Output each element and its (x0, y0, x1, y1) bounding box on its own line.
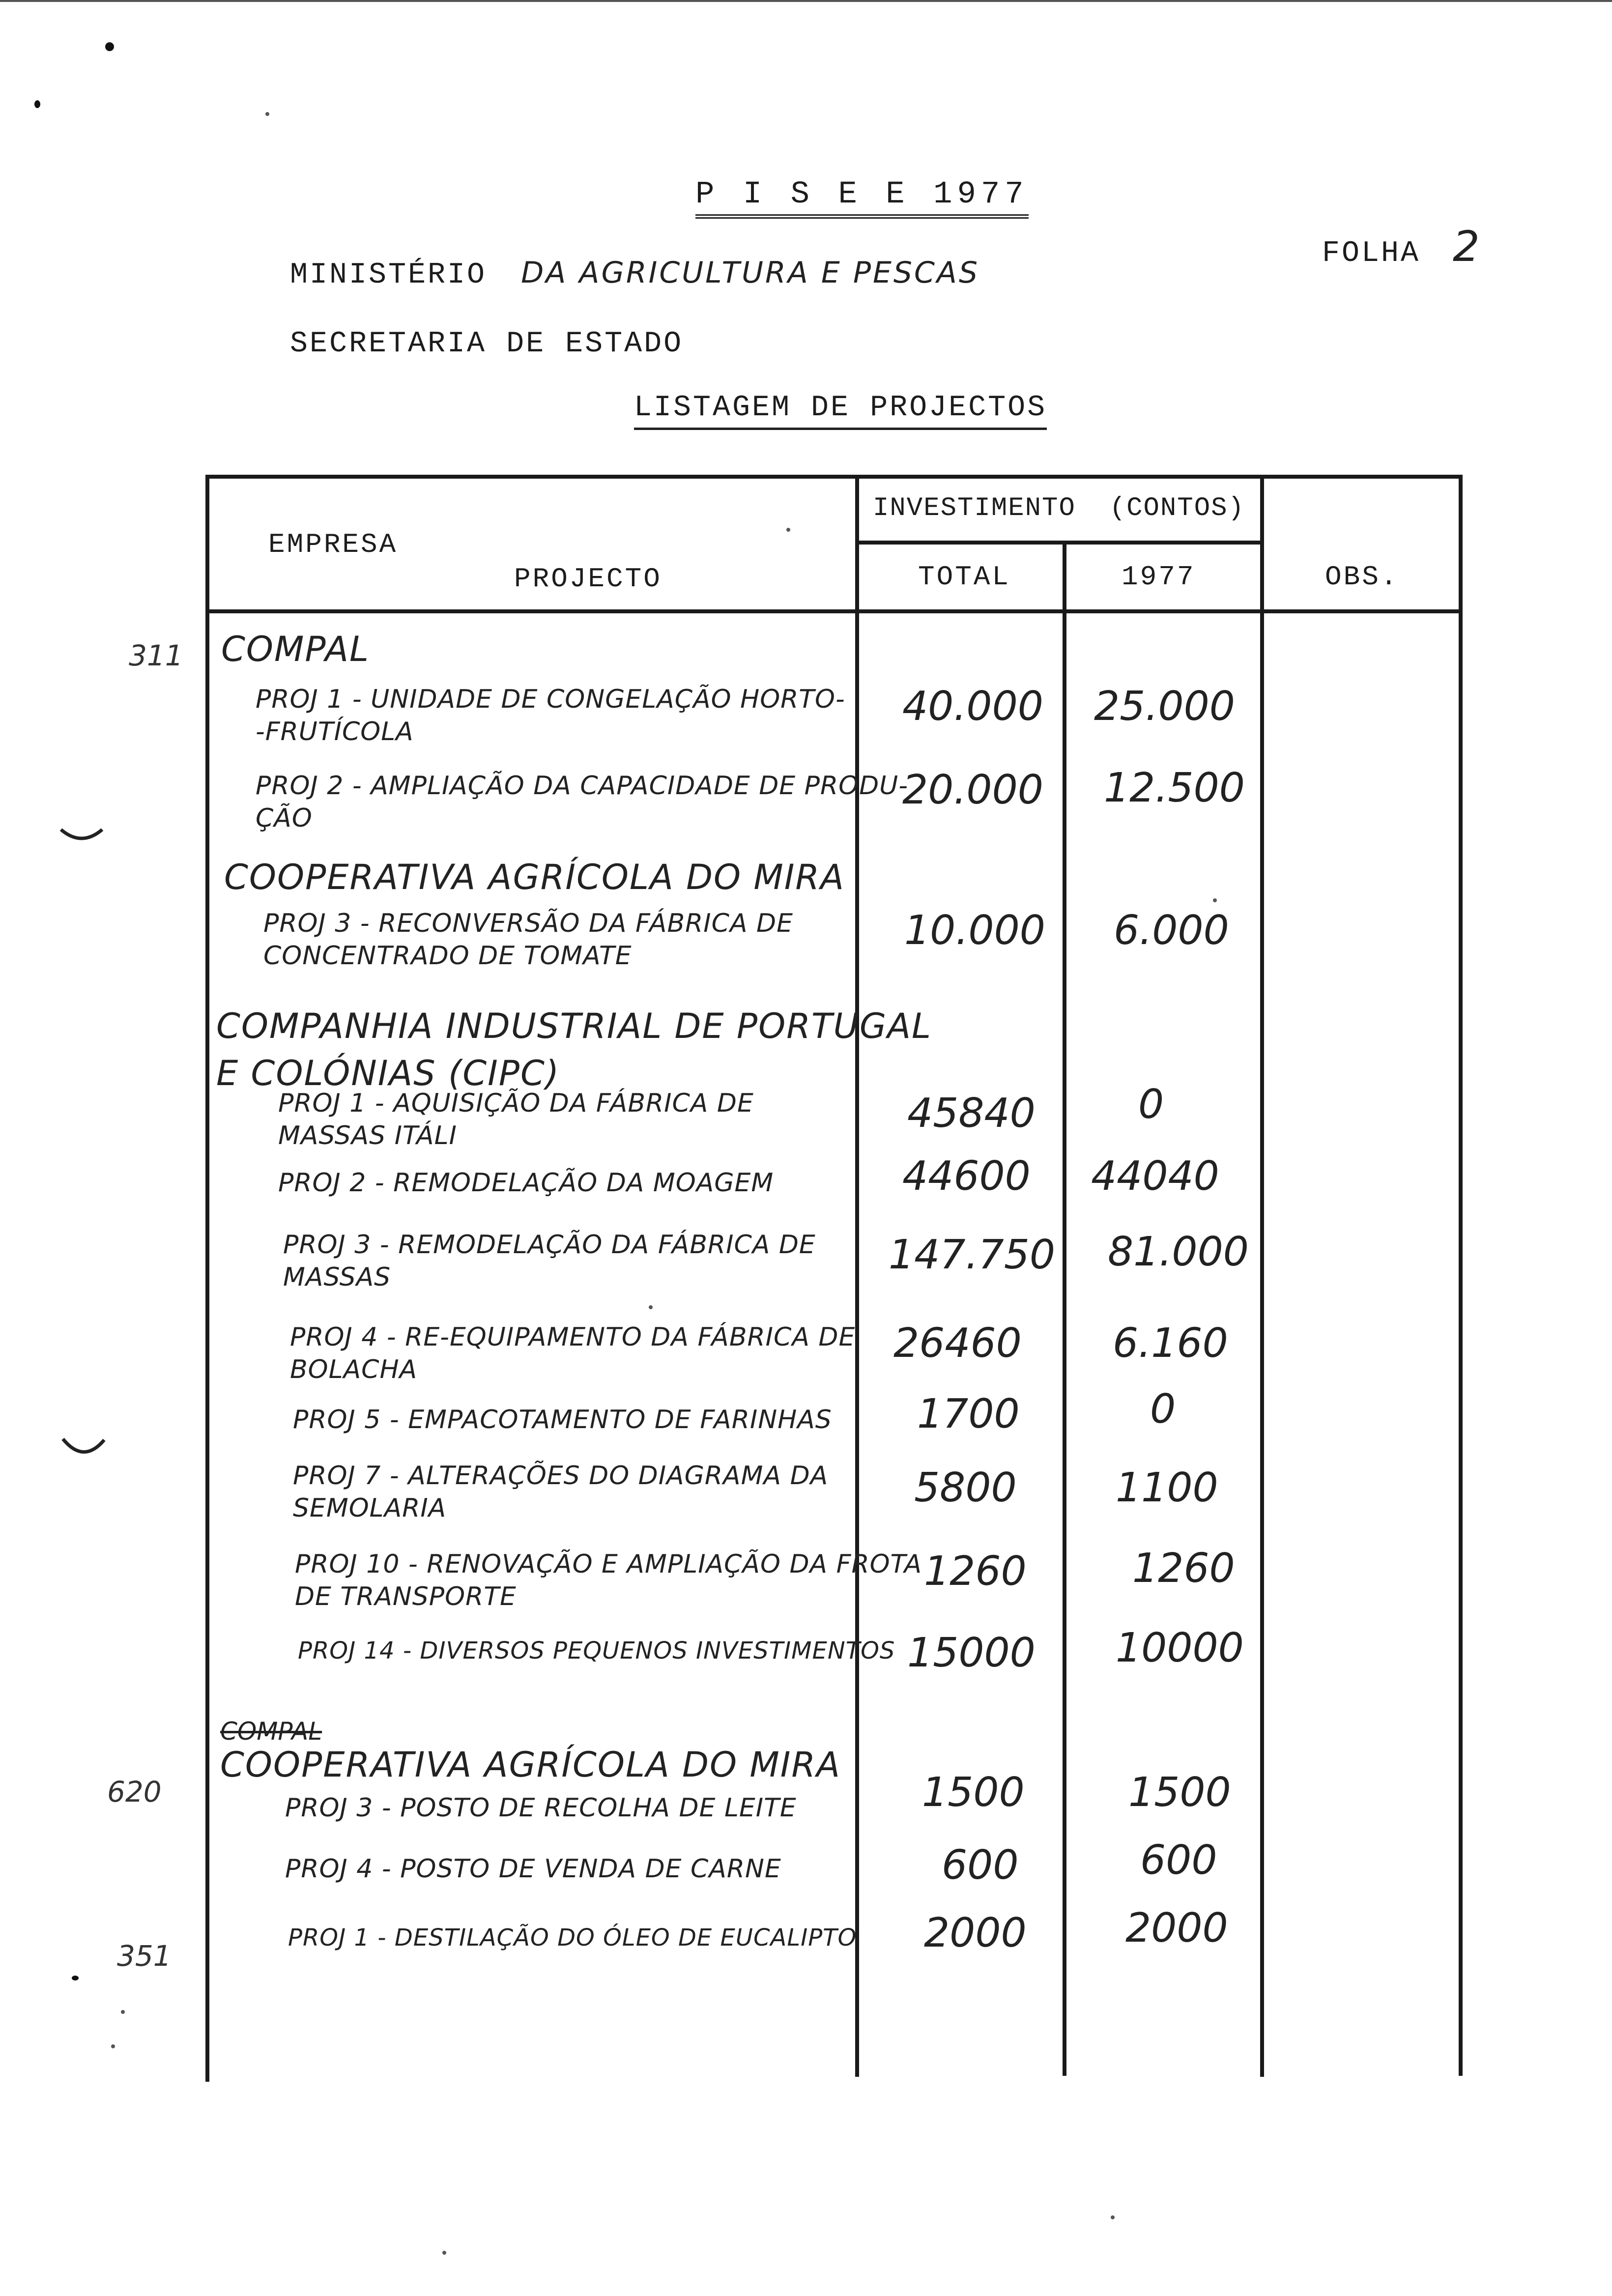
projecto-description: PROJ 14 - DIVERSOS PEQUENOS INVESTIMENTOS (298, 1637, 895, 1665)
empresa-name: COOPERATIVA AGRÍCOLA DO MIRA (220, 1745, 841, 1785)
header-empresa: EMPRESA (268, 529, 398, 560)
y1977-left-border (1063, 541, 1066, 2076)
listagem-heading: LISTAGEM DE PROJECTOS (634, 391, 1047, 430)
y1977-value: 81.000 (1108, 1229, 1249, 1275)
total-value: 10.000 (904, 907, 1045, 954)
speckle (121, 2010, 125, 2014)
table-right-border (1459, 475, 1463, 2076)
y1977-value: 1500 (1128, 1769, 1231, 1816)
speckle (1213, 898, 1217, 902)
folha-text: FOLHA (1322, 237, 1421, 270)
projecto-description: PROJ 1 - AQUISIÇÃO DA FÁBRICA DE MASSAS ITÁLI (278, 1089, 754, 1150)
y1977-value: 25.000 (1094, 683, 1235, 730)
projecto-description: PROJ 1 - DESTILAÇÃO DO ÓLEO DE EUCALIPTO (288, 1924, 857, 1952)
obs-left-border (1260, 475, 1264, 2077)
header-projecto: PROJECTO (514, 563, 662, 595)
ministerio-handwritten: DA AGRICULTURA E PESCAS (521, 256, 980, 290)
projecto-description: PROJ 10 - RENOVAÇÃO E AMPLIAÇÃO DA FROTA DE TRANSPORTE (295, 1550, 922, 1611)
empresa-name: COOPERATIVA AGRÍCOLA DO MIRA (224, 857, 845, 897)
y1977-value: 0 (1150, 1386, 1176, 1433)
total-value: 40.000 (902, 683, 1043, 730)
total-value: 2000 (924, 1910, 1027, 1956)
document-title: P I S E E 1977 (695, 177, 1029, 219)
investimento-divider (855, 541, 1263, 545)
projecto-description: PROJ 7 - ALTERAÇÕES DO DIAGRAMA DA SEMOLARIA (293, 1461, 829, 1523)
secretaria-line: SECRETARIA DE ESTADO (290, 327, 684, 361)
projecto-description: PROJ 5 - EMPACOTAMENTO DE FARINHAS (293, 1405, 832, 1435)
speckle (72, 1976, 79, 1980)
y1977-value: 2000 (1125, 1905, 1228, 1952)
total-value: 1500 (922, 1769, 1025, 1816)
speckle (442, 2251, 446, 2255)
projecto-description: PROJ 4 - RE-EQUIPAMENTO DA FÁBRICA DE BOLACHA (290, 1322, 856, 1384)
folha-number: 2 (1453, 222, 1482, 271)
y1977-value: 0 (1138, 1081, 1164, 1128)
total-value: 15000 (907, 1630, 1036, 1676)
speckle (786, 528, 790, 532)
stray-mark (105, 42, 114, 51)
y1977-value: 10000 (1116, 1625, 1244, 1671)
projecto-description: PROJ 2 - REMODELAÇÃO DA MOAGEM (278, 1168, 774, 1198)
top-edge-line (0, 0, 1612, 2)
y1977-value: 600 (1140, 1837, 1217, 1884)
header-investimento: INVESTIMENTO (CONTOS) (873, 493, 1245, 523)
y1977-value: 44040 (1091, 1153, 1219, 1200)
ministerio-line (290, 256, 979, 292)
y1977-value: 12.500 (1104, 765, 1245, 811)
margin-note: 311 (129, 639, 183, 672)
total-value: 1700 (917, 1391, 1020, 1437)
y1977-value: 1100 (1116, 1464, 1218, 1511)
table-left-border (205, 475, 209, 2082)
ministerio-prefix: MINISTÉRIO (290, 258, 487, 292)
speckle (1111, 2215, 1115, 2219)
header-obs: OBS. (1325, 561, 1399, 593)
total-value: 45840 (907, 1090, 1036, 1137)
total-value: 600 (942, 1842, 1019, 1889)
total-left-border (855, 475, 859, 2077)
projecto-description: PROJ 4 - POSTO DE VENDA DE CARNE (285, 1854, 781, 1884)
speckle (649, 1305, 653, 1309)
y1977-value: 6.000 (1114, 907, 1229, 954)
y1977-value: 6.160 (1113, 1320, 1228, 1367)
speckle (265, 112, 269, 116)
folha-label (1322, 222, 1482, 271)
punch-mark (57, 824, 106, 848)
empresa-struck: COMPAL (220, 1717, 322, 1746)
stray-mark (34, 100, 40, 108)
total-value: 1260 (924, 1548, 1027, 1595)
total-value: 20.000 (902, 767, 1043, 813)
header-bottom-border (205, 609, 1463, 613)
total-value: 44600 (902, 1153, 1031, 1200)
punch-mark (59, 1435, 108, 1464)
total-value: 26460 (893, 1320, 1022, 1367)
header-total: TOTAL (918, 561, 1011, 593)
empresa-name: COMPANHIA INDUSTRIAL DE PORTUGAL E COLÓNIAS (CIPC) (216, 1006, 932, 1093)
projecto-description: PROJ 3 - REMODELAÇÃO DA FÁBRICA DE MASSAS (283, 1230, 816, 1292)
projecto-description: PROJ 1 - UNIDADE DE CONGELAÇÃO HORTO- -FRUTÍCOLA (256, 685, 845, 746)
y1977-value: 1260 (1132, 1545, 1235, 1592)
margin-note: 620 (107, 1775, 162, 1808)
projecto-description: PROJ 3 - RECONVERSÃO DA FÁBRICA DE CONCENTRADO DE TOMATE (263, 909, 793, 971)
projecto-description: PROJ 3 - POSTO DE RECOLHA DE LEITE (285, 1793, 797, 1823)
total-value: 147.750 (889, 1232, 1056, 1278)
header-1977: 1977 (1122, 561, 1196, 593)
total-value: 5800 (914, 1464, 1017, 1511)
speckle (111, 2044, 115, 2048)
projecto-description: PROJ 2 - AMPLIAÇÃO DA CAPACIDADE DE PRODU- ÇÃO (256, 771, 908, 833)
empresa-name: COMPAL (221, 629, 370, 669)
table-top-border (205, 475, 1463, 479)
margin-note: 351 (117, 1939, 172, 1973)
